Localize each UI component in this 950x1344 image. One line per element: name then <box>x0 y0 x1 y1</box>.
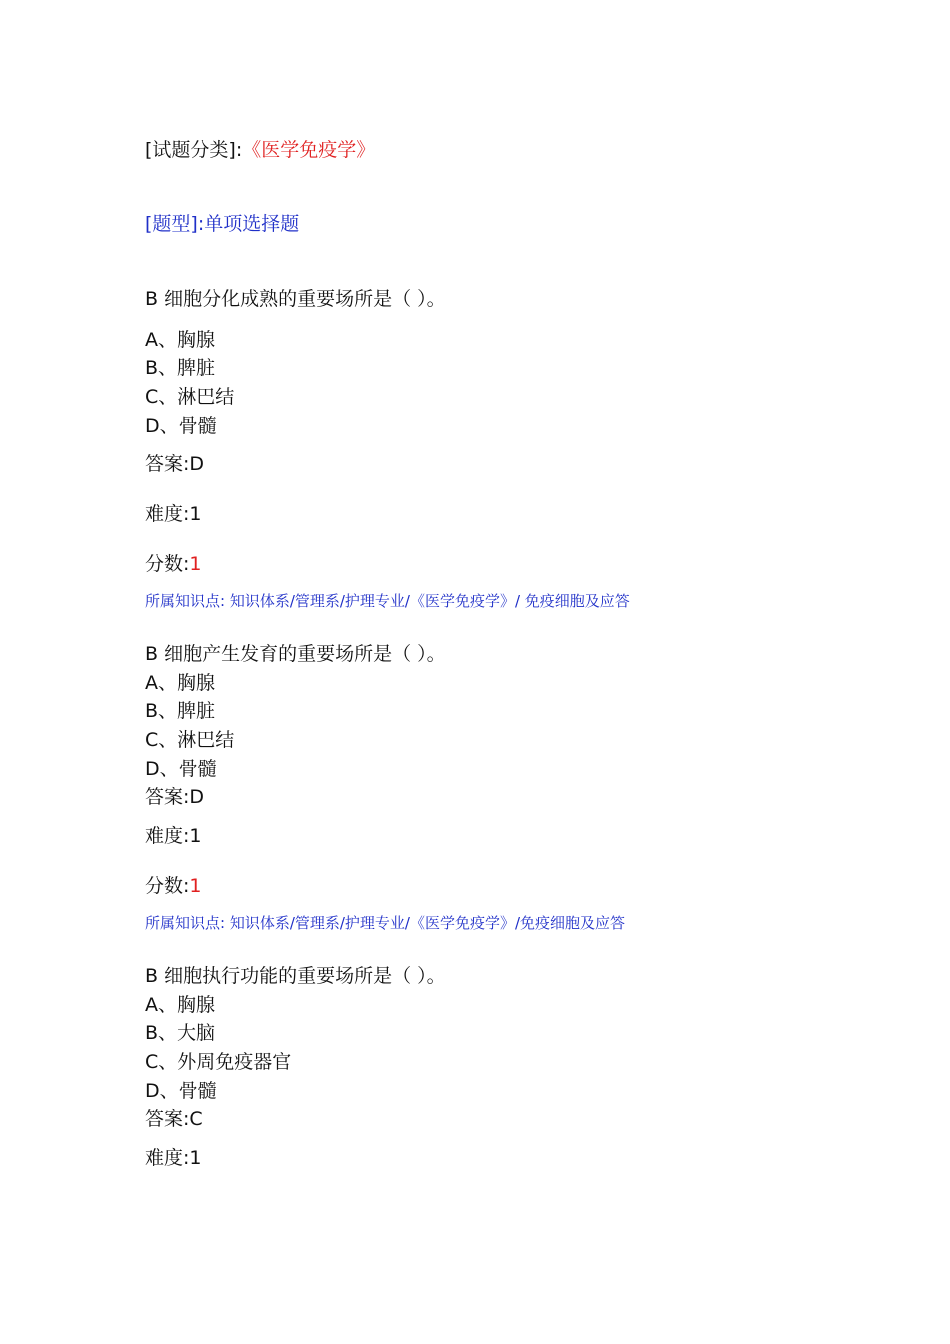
option-c: C、外周免疫器官 <box>145 1051 292 1073</box>
option-a: A、胸腺 <box>145 329 215 351</box>
score <box>145 874 202 898</box>
option-d: D、骨髓 <box>145 415 217 437</box>
option-b: B、脾脏 <box>145 357 216 379</box>
option-c: C、淋巴结 <box>145 729 235 751</box>
question-stem: B 细胞执行功能的重要场所是（ ）。 <box>145 965 446 987</box>
difficulty: 难度:1 <box>145 1147 202 1169</box>
type-label: [题型]: <box>145 213 205 235</box>
question-stem: B 细胞分化成熟的重要场所是（ ）。 <box>145 288 446 310</box>
answer: 答案:D <box>145 786 205 808</box>
knowledge-point: 所属知识点: 知识体系/管理系/护理专业/《医学免疫学》/免疫细胞及应答 <box>145 914 626 932</box>
category-line <box>145 138 375 162</box>
option-a: A、胸腺 <box>145 994 215 1016</box>
score-label: 分数: <box>145 553 190 575</box>
option-d: D、骨髓 <box>145 1080 217 1102</box>
difficulty: 难度:1 <box>145 503 202 525</box>
score-label: 分数: <box>145 875 190 897</box>
option-c: C、淋巴结 <box>145 386 235 408</box>
knowledge-point: 所属知识点: 知识体系/管理系/护理专业/《医学免疫学》/ 免疫细胞及应答 <box>145 592 630 610</box>
option-b: B、大脑 <box>145 1022 216 1044</box>
question-stem: B 细胞产生发育的重要场所是（ ）。 <box>145 643 446 665</box>
type-value: 单项选择题 <box>204 213 300 235</box>
answer: 答案:D <box>145 453 205 475</box>
score-value: 1 <box>189 553 202 575</box>
option-b: B、脾脏 <box>145 700 216 722</box>
category-label: [试题分类]: <box>145 139 243 161</box>
answer: 答案:C <box>145 1108 203 1130</box>
category-value: 《医学免疫学》 <box>242 139 376 161</box>
difficulty: 难度:1 <box>145 825 202 847</box>
option-a: A、胸腺 <box>145 672 215 694</box>
question-type-line <box>145 212 299 236</box>
score <box>145 552 202 576</box>
option-d: D、骨髓 <box>145 758 217 780</box>
score-value: 1 <box>189 875 202 897</box>
